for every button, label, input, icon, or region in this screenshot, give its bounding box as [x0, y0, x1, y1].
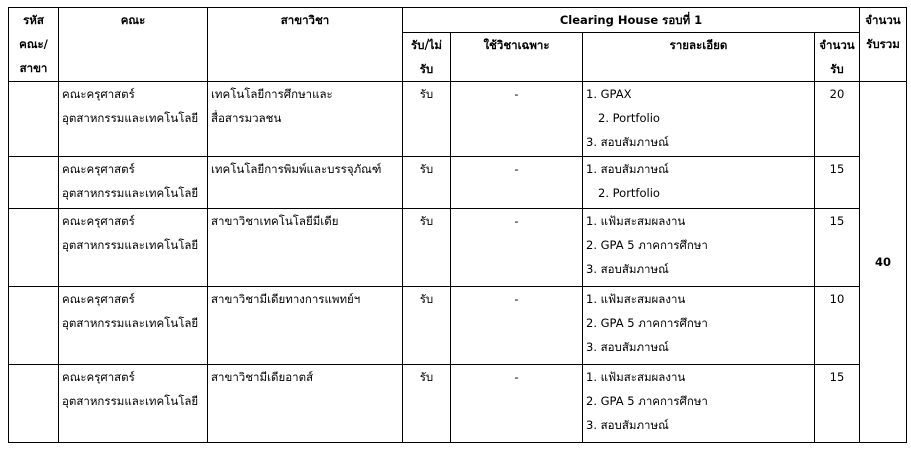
table-row [9, 287, 907, 365]
header-total-line2: รับรวม [866, 37, 900, 51]
header-major: สาขาวิชา [208, 8, 403, 82]
detail-item: 2. Portfolio [598, 186, 660, 200]
header-row-1 [9, 8, 907, 33]
accept-cell: รับ [403, 82, 451, 157]
quota-cell: 10 [815, 287, 860, 365]
faculty-line2: อุตสาหกรรมและเทคโนโลยี [62, 238, 199, 252]
detail-item: 1. สอบสัมภาษณ์ [586, 162, 669, 176]
details-cell [583, 287, 815, 365]
header-quota-line2: รับ [830, 62, 844, 76]
faculty-cell [59, 287, 208, 365]
major-line1: สาขาวิชาเทคโนโลยีมีเดีย [211, 214, 339, 228]
accept-cell: รับ [403, 157, 451, 209]
detail-item: 1. แฟ้มสะสมผลงาน [586, 370, 686, 384]
accept-cell: รับ [403, 365, 451, 443]
faculty-cell [59, 82, 208, 157]
header-code-line2: คณะ/ [19, 37, 48, 51]
header-code [9, 8, 59, 82]
code-cell [9, 209, 59, 287]
major-line1: เทคโนโลยีการศึกษาและ [211, 87, 333, 101]
details-cell [583, 82, 815, 157]
faculty-line1: คณะครุศาสตร์ [62, 87, 135, 101]
major-line1: สาขาวิชามีเดียทางการแพทย์ฯ [211, 292, 361, 306]
detail-item: 1. แฟ้มสะสมผลงาน [586, 214, 686, 228]
quota-cell: 15 [815, 365, 860, 443]
code-cell [9, 157, 59, 209]
major-cell [208, 157, 403, 209]
faculty-line1: คณะครุศาสตร์ [62, 162, 135, 176]
accept-cell: รับ [403, 209, 451, 287]
header-accept-line2: รับ [419, 62, 434, 76]
specific-cell: - [451, 157, 583, 209]
table-row [9, 157, 907, 209]
major-cell [208, 287, 403, 365]
major-cell [208, 365, 403, 443]
header-code-line3: สาขา [19, 61, 48, 75]
detail-item: 1. GPAX [586, 87, 632, 101]
faculty-line1: คณะครุศาสตร์ [62, 370, 135, 384]
faculty-cell [59, 365, 208, 443]
detail-item: 3. สอบสัมภาษณ์ [586, 340, 669, 354]
detail-item: 1. แฟ้มสะสมผลงาน [586, 292, 686, 306]
detail-item: 2. Portfolio [598, 111, 660, 125]
code-cell [9, 365, 59, 443]
faculty-line1: คณะครุศาสตร์ [62, 292, 135, 306]
faculty-cell [59, 157, 208, 209]
quota-cell: 15 [815, 157, 860, 209]
header-details: รายละเอียด [583, 33, 815, 82]
header-clearing-house: Clearing House รอบที่ 1 [403, 8, 860, 33]
header-total [860, 8, 907, 82]
faculty-line2: อุตสาหกรรมและเทคโนโลยี [62, 394, 199, 408]
table-row [9, 365, 907, 443]
accept-cell: รับ [403, 287, 451, 365]
specific-cell: - [451, 82, 583, 157]
major-cell [208, 209, 403, 287]
faculty-line2: อุตสาหกรรมและเทคโนโลยี [62, 186, 199, 200]
quota-cell: 15 [815, 209, 860, 287]
code-cell [9, 82, 59, 157]
faculty-line2: อุตสาหกรรมและเทคโนโลยี [62, 111, 199, 125]
detail-item: 3. สอบสัมภาษณ์ [586, 135, 669, 149]
faculty-line2: อุตสาหกรรมและเทคโนโลยี [62, 316, 199, 330]
major-line2: สื่อสารมวลชน [211, 111, 282, 125]
detail-item: 3. สอบสัมภาษณ์ [586, 418, 669, 432]
table-row [9, 209, 907, 287]
major-line1: เทคโนโลยีการพิมพ์และบรรจุภัณฑ์ [211, 162, 382, 176]
detail-item: 2. GPA 5 ภาคการศึกษา [586, 316, 708, 330]
header-accept-line1: รับ/ไม่ [410, 38, 443, 52]
admission-table [8, 7, 907, 443]
details-cell [583, 365, 815, 443]
header-quota [815, 33, 860, 82]
header-specific-subject: ใช้วิชาเฉพาะ [451, 33, 583, 82]
total-value: 40 [874, 255, 891, 269]
major-line1: สาขาวิชามีเดียอาตส์ [211, 370, 314, 384]
major-cell [208, 82, 403, 157]
specific-cell: - [451, 287, 583, 365]
specific-cell: - [451, 209, 583, 287]
details-cell [583, 157, 815, 209]
header-code-line1: รหัส [23, 13, 44, 27]
code-cell [9, 287, 59, 365]
specific-cell: - [451, 365, 583, 443]
detail-item: 2. GPA 5 ภาคการศึกษา [586, 394, 708, 408]
detail-item: 3. สอบสัมภาษณ์ [586, 262, 669, 276]
quota-cell: 20 [815, 82, 860, 157]
header-accept [403, 33, 451, 82]
total-cell [860, 82, 907, 443]
details-cell [583, 209, 815, 287]
header-quota-line1: จำนวน [819, 38, 855, 52]
faculty-cell [59, 209, 208, 287]
header-faculty: คณะ [59, 8, 208, 82]
faculty-line1: คณะครุศาสตร์ [62, 214, 135, 228]
table-row [9, 82, 907, 157]
header-total-line1: จำนวน [865, 13, 901, 27]
detail-item: 2. GPA 5 ภาคการศึกษา [586, 238, 708, 252]
